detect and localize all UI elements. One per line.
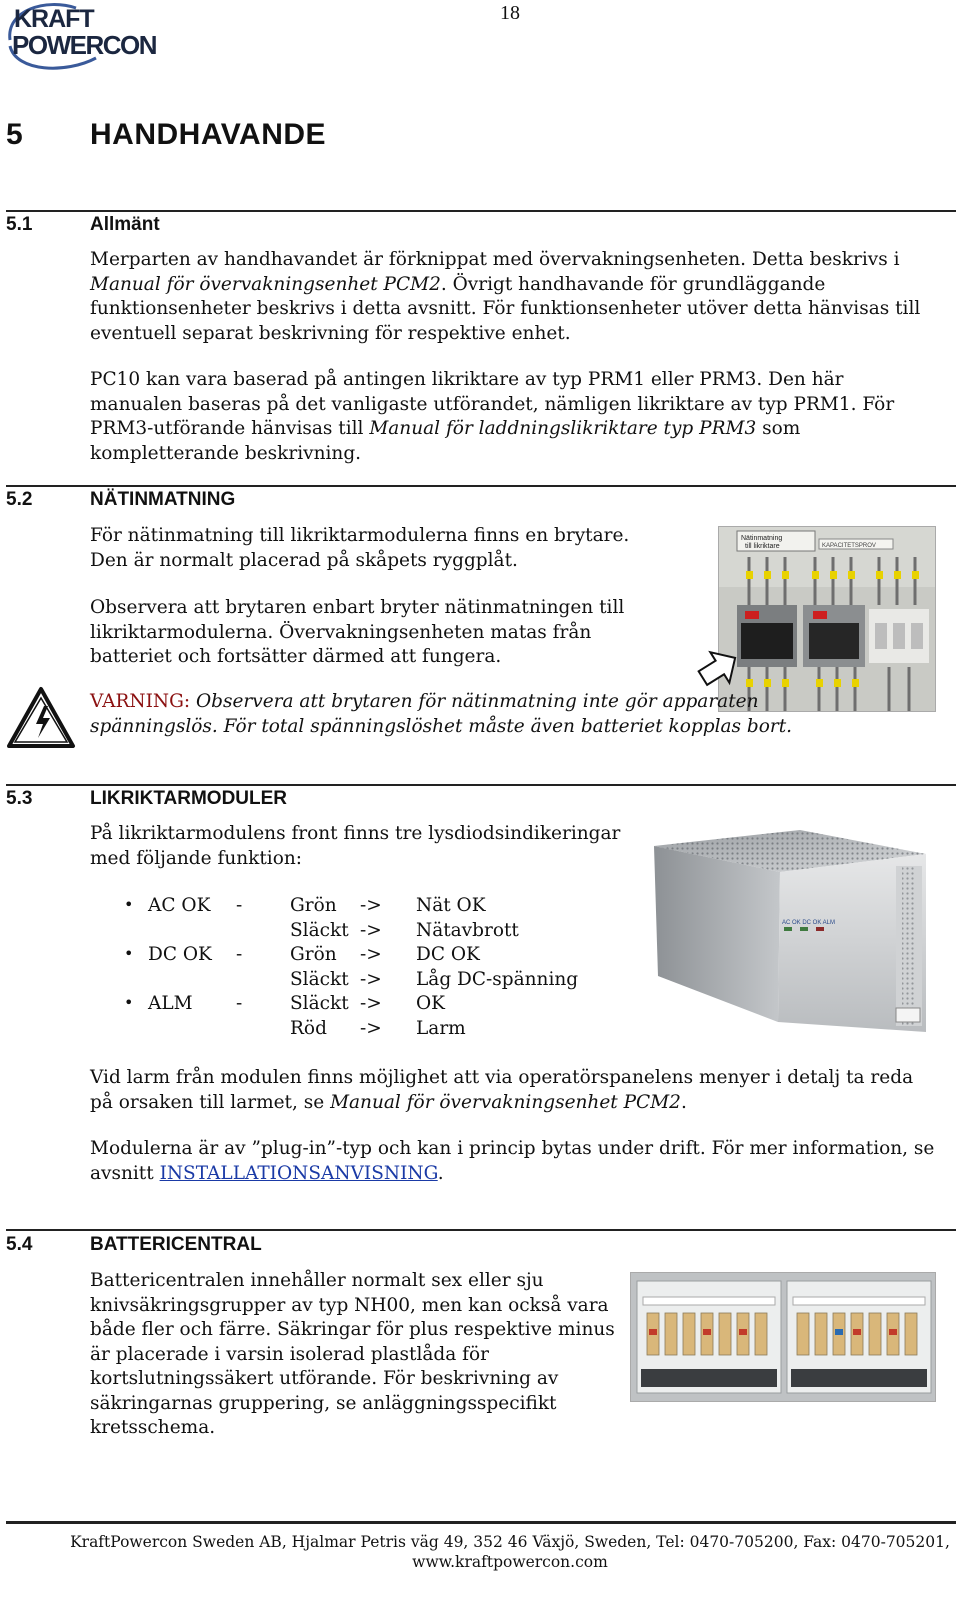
led-indicator-list (118, 895, 618, 1045)
manual-reference: Manual för laddningslikriktare typ PRM3 (369, 418, 757, 439)
page-number: 18 (500, 2, 520, 24)
section-divider (6, 210, 956, 212)
section-5-2-title: NÄTINMATNING (90, 489, 236, 510)
section-5-2-paragraph-2: Observera att brytaren enbart bryter nätinmatningen till likriktarmodulerna. Övervakningsenheten matas från batteriet och fortsätter därmed att fungera. (90, 597, 625, 667)
section-5-3-paragraph-2 (90, 1066, 936, 1115)
fuse-box-illustration (631, 1273, 935, 1401)
logo-text-powercon: POWERCON (12, 30, 156, 60)
battery-central-photo (630, 1272, 936, 1402)
rectifier-module-photo (650, 826, 928, 1038)
pointer-arrow-icon (696, 646, 742, 692)
text: . Övrigt handhavande för grundläggande funktionsenheter beskrivs i detta avsnitt. För funktionsenheter utöver detta hänvisas till eventuell separat beskrivning för respektive enhet. (90, 273, 921, 344)
footer-website: www.kraftpowercon.com (412, 1553, 608, 1571)
section-5-3-title: LIKRIKTARMODULER (90, 788, 288, 809)
section-5-3-paragraph-1: På likriktarmodulens front finns tre lysdiodsindikeringar med följande funktion: (90, 823, 621, 869)
arrow: -> (360, 993, 382, 1014)
text: . (680, 1091, 687, 1113)
led-state: Släckt (290, 993, 349, 1014)
photo-label-capacity: KAPACITETSPROV (822, 543, 876, 549)
section-5-1-paragraph-2 (90, 368, 936, 466)
led-meaning: DC OK (416, 944, 480, 965)
footer-address: KraftPowercon Sweden AB, Hjalmar Petris väg 49, 352 46 Växjö, Sweden, Tel: 0470-705200, Fax: 0470-705201, (70, 1533, 950, 1551)
page-footer (0, 1532, 960, 1572)
section-5-1-number: 5.1 (6, 214, 33, 235)
section-5-1-paragraph-1 (90, 248, 936, 346)
text: Vid larm från modulen finns möjlighet att via operatörspanelens menyer i detalj ta reda på orsaken till larmet, se (90, 1067, 914, 1113)
warning-label: VARNING: (90, 691, 191, 712)
section-5-2-number: 5.2 (6, 489, 33, 510)
arrow: -> (360, 968, 382, 990)
mains-switch-photo (718, 526, 936, 712)
section-divider (6, 485, 956, 487)
text: . (437, 1162, 444, 1184)
led-meaning: Nät OK (416, 895, 486, 916)
separator: - (236, 944, 243, 965)
logo-text-kraft: KRAFT (14, 5, 94, 33)
led-state: Röd (290, 1017, 327, 1039)
installation-instructions-link[interactable]: INSTALLATIONSANVISNING (159, 1162, 438, 1184)
led-name: DC OK (148, 944, 212, 965)
arrow: -> (360, 944, 382, 965)
section-divider (6, 784, 956, 786)
led-meaning: Larm (416, 1017, 466, 1039)
led-meaning: Låg DC-spänning (416, 968, 579, 990)
separator: - (236, 993, 243, 1014)
warning-text: Observera att brytaren för nätinmatning inte gör apparaten spänningslös. För total spänningslöshet måste även batteriet kopplas bort. (90, 691, 793, 737)
led-name: AC OK (148, 895, 211, 916)
led-meaning: OK (416, 993, 445, 1014)
photo-label-rectifier: till likriktare (745, 543, 780, 550)
section-5-4-number: 5.4 (6, 1234, 33, 1255)
mains-switch-illustration (719, 527, 935, 711)
rectifier-module-illustration (650, 826, 928, 1038)
photo-label-mains: Nätinmatning (741, 535, 783, 542)
bullet: • (124, 993, 134, 1012)
section-divider (6, 1229, 956, 1231)
section-5-4-title: BATTERICENTRAL (90, 1234, 262, 1255)
bullet: • (124, 895, 134, 914)
led-state: Släckt (290, 919, 349, 941)
text: som kompletterande beskrivning. (90, 418, 801, 464)
text: PC10 kan vara baserad på antingen likriktare av typ PRM1 eller PRM3. Den här manualen baseras på det vanligaste utförandet, nämligen likriktare av typ PRM1. För PRM3-utförande hänvisas till (90, 369, 895, 439)
led-state: Släckt (290, 968, 349, 990)
chapter-title: HANDHAVANDE (90, 118, 327, 151)
company-logo (6, 0, 176, 72)
section-5-3-paragraph-3 (90, 1137, 936, 1186)
led-state: Grön (290, 944, 337, 965)
text: Modulerna är av ”plug-in”-typ och kan i princip bytas under drift. För mer information, se avsnitt (90, 1138, 935, 1184)
manual-reference: Manual för övervakningsenhet PCM2 (330, 1091, 681, 1113)
section-5-1-title: Allmänt (90, 214, 160, 235)
manual-reference: Manual för övervakningsenhet PCM2 (90, 273, 441, 295)
led-name: ALM (148, 993, 193, 1014)
separator: - (236, 895, 243, 916)
led-state: Grön (290, 895, 337, 916)
section-5-3-number: 5.3 (6, 788, 33, 809)
logo-graphic (6, 0, 176, 72)
footer-divider (6, 1521, 956, 1524)
section-5-2-paragraph-1: För nätinmatning till likriktarmodulerna finns en brytare. Den är normalt placerad på skåpets ryggplåt. (90, 525, 630, 571)
arrow: -> (360, 1017, 382, 1039)
led-meaning: Nätavbrott (416, 919, 519, 941)
bullet: • (124, 944, 134, 963)
warning-note (90, 690, 850, 739)
arrow: -> (360, 895, 382, 916)
photo-led-labels: AC OK DC OK ALM (782, 920, 836, 926)
chapter-number: 5 (6, 118, 24, 151)
text: Merparten av handhavandet är förknippat med övervakningsenheten. Detta beskrivs i (90, 249, 900, 270)
high-voltage-warning-icon (6, 686, 76, 750)
arrow: -> (360, 919, 382, 941)
section-5-4-paragraph-1: Battericentralen innehåller normalt sex eller sju knivsäkringsgrupper av typ NH00, men kan också vara både fler och färre. Säkringar för plus respektive minus är placerade i varsin isolerad plastlåda för kortslutningssäkert utförande. För beskrivning av säkringarnas gruppering, se anläggningsspecifikt kretsschema. (90, 1270, 615, 1438)
